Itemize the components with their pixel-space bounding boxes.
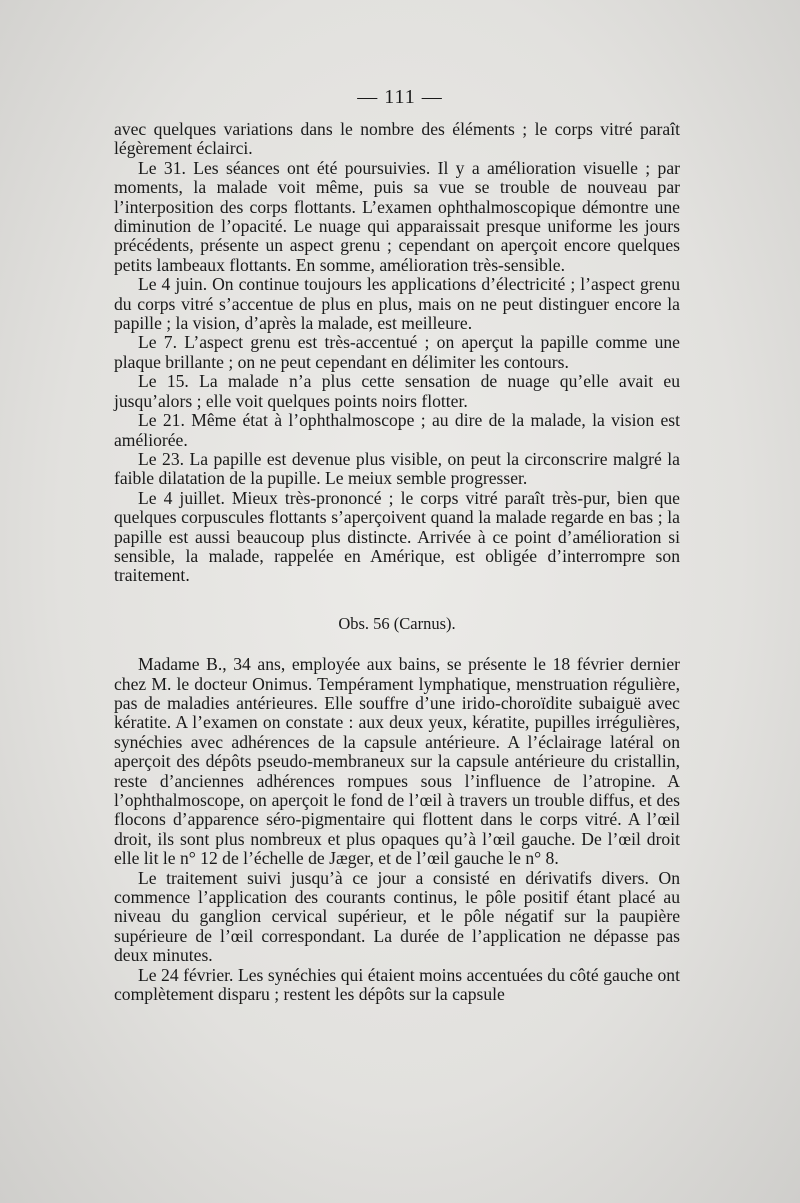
paragraph: Le 24 février. Les synéchies qui étaient moins accentuées du côté gauche ont complètement disparu ; restent les dépôts sur la capsule bbox=[114, 964, 680, 1005]
paragraph: Le 4 juin. On continue toujours les applications d’électricité ; l’aspect grenu du corps vitré s’accentue de plus en plus, mais on ne peut distinguer encore la papille ; la vision, d’après la malade, est meilleure. bbox=[114, 274, 680, 334]
page-number: — 111 — bbox=[357, 86, 443, 108]
paragraph: Le 23. La papille est devenue plus visible, on peut la circonscrire malgré la faible dilatation de la pupille. Le meiux semble progresser. bbox=[114, 448, 680, 489]
observation-title: Obs. 56 (Carnus). bbox=[338, 613, 456, 633]
paragraph: Le 7. L’aspect grenu est très-accentué ; on aperçut la papille comme une plaque brillante ; on ne peut cependant en délimiter les contours. bbox=[114, 332, 680, 372]
paragraph: Le 15. La malade n’a plus cette sensation de nuage qu’elle avait eu jusqu’alors ; elle voit quelques points noirs flotter. bbox=[114, 371, 680, 411]
paragraph: Le 31. Les séances ont été poursuivies. Il y a amélioration visuelle ; par moments, la malade voit même, puis sa vue se trouble de nouveau par l’interposition des corps flottants. L’examen ophthalmoscopique démontre une diminution de l’opacité. Le nuage qui apparaissait presque uniforme les jours précédents, présente un aspect grenu ; cependant on aperçoit encore quelques petits lambeaux flottants. En somme, amélioration très-sensible. bbox=[114, 157, 680, 275]
paragraph: Le traitement suivi jusqu’à ce jour a consisté en dérivatifs divers. On commence l’application des courants continus, le pôle positif étant placé au niveau du ganglion cervical supérieur, et le pôle négatif sur la paupière supérieure de l’œil correspondant. La durée de l’application ne dépasse pas deux minutes. bbox=[114, 867, 680, 966]
paragraph: avec quelques variations dans le nombre des éléments ; le corps vitré paraît légèrement éclairci. bbox=[114, 119, 680, 159]
body-text bbox=[114, 120, 680, 1004]
paragraph: Le 4 juillet. Mieux très-prononcé ; le corps vitré paraît très-pur, bien que quelques corpuscules flottants s’aperçoivent quand la malade regarde en bas ; la papille est aussi beaucoup plus distincte. Arrivée à ce point d’amélioration si sensible, la malade, rappelée en Amérique, est obligée d’interrompre son traitement. bbox=[114, 487, 680, 586]
paragraph: Le 21. Même état à l’ophthalmoscope ; au dire de la malade, la vision est améliorée. bbox=[114, 410, 680, 450]
paragraph: Madame B., 34 ans, employée aux bains, se présente le 18 février dernier chez M. le docteur Onimus. Tempérament lymphatique, menstruation régulière, pas de maladies antérieures. Elle souffre d’une irido-choroïdite subaiguë avec kératite. A l’examen on constate : aux deux yeux, kératite, pupilles irrégulières, synéchies avec adhérences de la capsule antérieure. A l’éclairage latéral on aperçoit des dépôts pseudo-membraneux sur la capsule antérieure du cristallin, reste d’anciennes adhérences rompues sous l’influence de l’atropine. A l’ophthalmoscope, on aperçoit le fond de l’œil à travers un trouble diffus, et des flocons d’apparence séro-pigmentaire qui flottent dans le corps vitré. A l’œil droit, ils sont plus nombreux et plus opaques qu’à l’œil gauche. De l’œil droit elle lit le n° 12 de l’échelle de Jæger, et de l’œil gauche le n° 8. bbox=[114, 654, 680, 869]
